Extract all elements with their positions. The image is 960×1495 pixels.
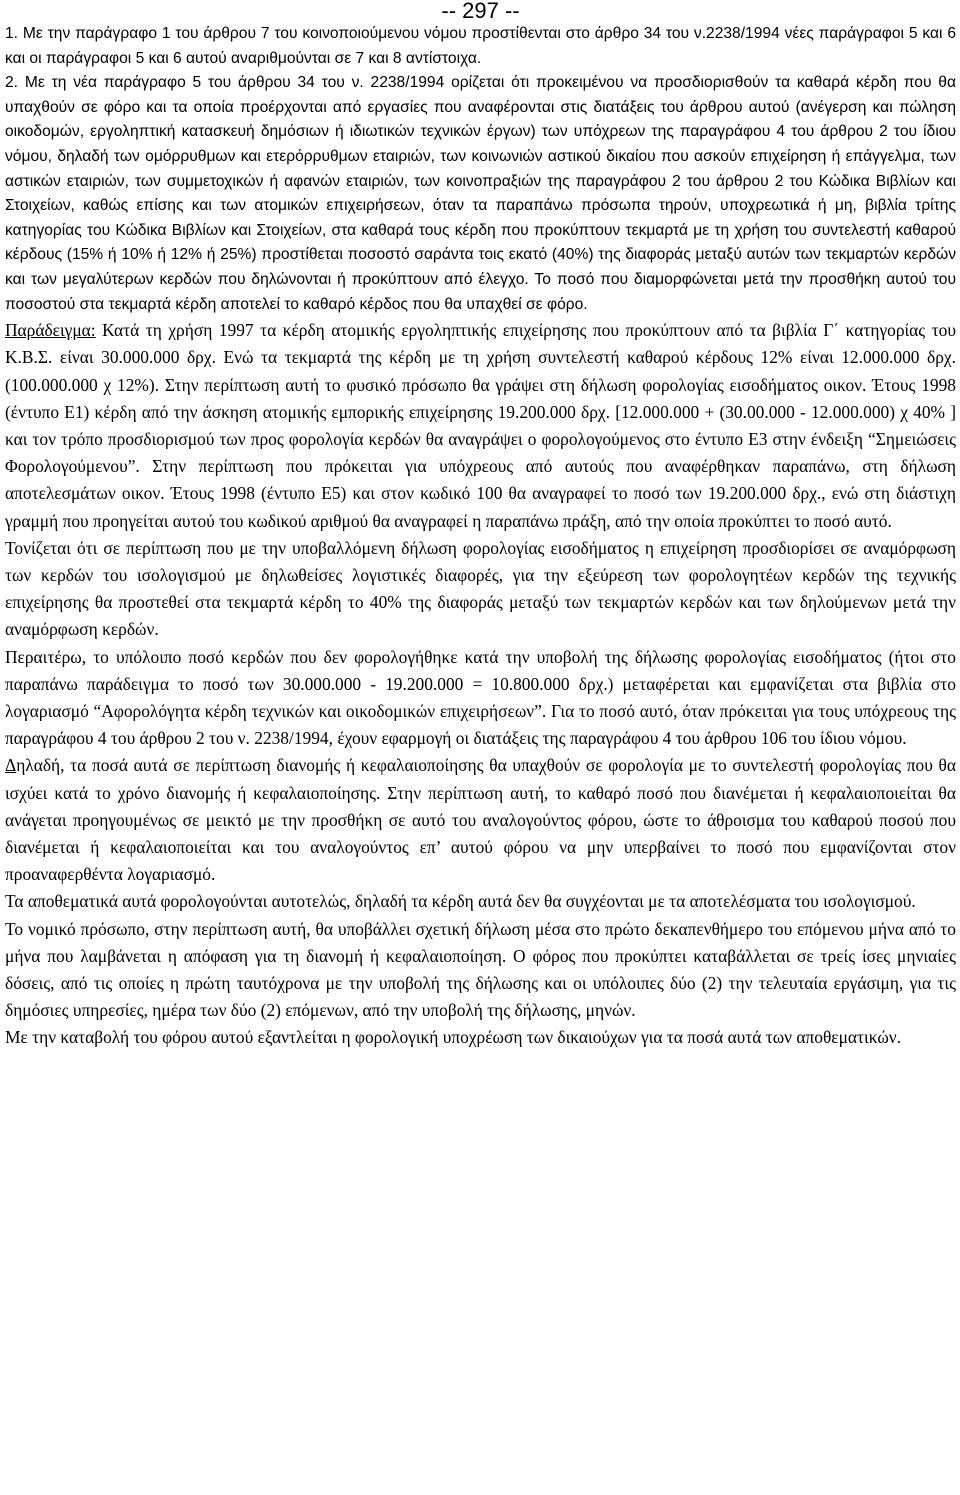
- example-paragraph: [5, 317, 956, 535]
- paragraph-emphasis-text: Τονίζεται ότι σε περίπτωση που με την υποβαλλόμενη δήλωση φορολογίας εισοδήματος η επιχείρηση προσδιορίσει σε αναμόρφωση των κερδών του ισολογισμού με δηλωθείσες λογιστικές διαφορές, για την εξεύρεση των φορολογητέων κερδών της τεχνικής επιχείρησης θα προστεθεί στα τεκμαρτά κέρδη το 40% της διαφοράς μεταξύ των τεκμαρτών κερδών και των δηλούμενων μετά την αναμόρφωση κερδών.: [5, 537, 956, 640]
- paragraph-legal-entity: [5, 916, 956, 1025]
- paragraph-further-text: Περαιτέρω, το υπόλοιπο ποσό κερδών που δεν φορολογήθηκε κατά την υποβολή της δήλωσης φορολογίας εισοδήματος (ήτοι στο παραπάνω παράδειγμα το ποσό των 30.000.000 - 19.200.000 = 10.800.000 δρχ.) μεταφέρεται και εμφανίζεται στα βιβλία στο λογαριασμό “Αφορολόγητα κέρδη τεχνικών και οικοδομικών επιχειρήσεων”. Για το ποσό αυτό, όταν πρόκειται για τους υπόχρεους της παραγράφου 4 του άρθρου 2 του ν. 2238/1994, έχουν εφαρμογή οι διατάξεις της παραγράφου 4 του άρθρου 106 του ίδιου νόμου.: [5, 646, 956, 749]
- paragraph-reserves: [5, 888, 956, 915]
- paragraph-emphasis: [5, 535, 956, 644]
- paragraph-final-text: Με την καταβολή του φόρου αυτού εξαντλείται η φορολογική υποχρέωση των δικαιούχων για τα ποσά αυτά των αποθεματικών.: [5, 1027, 901, 1048]
- paragraph-reserves-text: Τα αποθεματικά αυτά φορολογούνται αυτοτελώς, δηλαδή τα κέρδη αυτά δεν θα συγχέονται με τα αποτελέσματα του ισολογισμού.: [5, 891, 916, 912]
- paragraph-2: [5, 71, 956, 317]
- paragraph-further: [5, 644, 956, 753]
- example-label: Παράδειγμα:: [5, 320, 96, 341]
- paragraph-1: [5, 22, 956, 71]
- example-text: Κατά τη χρήση 1997 τα κέρδη ατομικής εργοληπτικής επιχείρησης που προκύπτουν από τα βιβλία Γ΄ κατηγορίας του Κ.Β.Σ. είναι 30.000.000 δρχ. Ενώ τα τεκμαρτά της κέρδη με τη χρήση συντελεστή καθαρού κέρδους 12% είναι 12.000.000 δρχ. (100.000.000 χ 12%). Στην περίπτωση αυτή το φυσικό πρόσωπο θα γράψει στη δήλωση φορολογίας εισοδήματος οικον. Έτους 1998 (έντυπο Ε1) κέρδη από την άσκηση ατομικής εμπορικής επιχείρησης 19.200.000 δρχ. [12.000.000 + (30.00.000 - 12.000.000) χ 40% ] και τον τρόπο προσδιορισμού των προς φορολογία κερδών θα αναγράψει ο φορολογούμενος στο έντυπο Ε3 στην ένδειξη “Σημειώσεις Φορολογούμενου”. Στην περίπτωση που πρόκειται για υπόχρεους από αυτούς που αναφέρθηκαν παραπάνω, στη δήλωση αποτελεσμάτων οικον. Έτους 1998 (έντυπο Ε5) και στον κωδικό 100 θα αναγραφεί το ποσό των 19.200.000 δρχ., ενώ στη διάστιχη γραμμή που προηγείται αυτού του κωδικού αριθμού θα αναγραφεί η παραπάνω πράξη, από την οποία προκύπτει το ποσό αυτό.: [5, 320, 956, 531]
- paragraph-final: [5, 1024, 956, 1051]
- page-number: -- 297 --: [441, 0, 520, 23]
- paragraph-1-text: 1. Με την παράγραφο 1 του άρθρου 7 του κοινοποιούμενου νόμου προστίθενται στο άρθρο 34 του ν.2238/1994 νέες παράγραφοι 5 και 6 και οι παράγραφοι 5 και 6 αυτού αναριθμούνται σε 7 και 8 αντίστοιχα.: [5, 25, 956, 67]
- paragraph-namely-initial: Δ: [5, 755, 17, 776]
- paragraph-2-text: 2. Με τη νέα παράγραφο 5 του άρθρου 34 του ν. 2238/1994 ορίζεται ότι προκειμένου να προσδιορισθούν τα καθαρά κέρδη που θα υπαχθούν σε φόρο και τα οποία προέρχονται από εργασίες που αναφέρονται στις διατάξεις του άρθρου αυτού (ανέγερση και πώληση οικοδομών, εργοληπτική κατασκευή δημόσιων ή ιδιωτικών τεχνικών έργων) των υπόχρεων της παραγράφου 4 του άρθρου 2 του ίδιου νόμου, δηλαδή των ομόρρυθμων και ετερόρρυθμων εταιριών, των κοινωνιών αστικού δικαίου που ασκούν επιχείρηση ή επάγγελμα, των αστικών εταιριών, των συμμετοχικών ή αφανών εταιριών, των κοινοπραξιών της παραγράφου 2 του άρθρου 2 του Κώδικα Βιβλίων και Στοιχείων, καθώς επίσης και των ατομικών επιχειρήσεων, όταν τα παραπάνω πρόσωπα τηρούν, υποχρεωτικά ή μη, βιβλία τρίτης κατηγορίας του Κώδικα Βιβλίων και Στοιχείων, στα καθαρά τους κέρδη που προκύπτουν τεκμαρτά με τη χρήση του συντελεστή καθαρού κέρδους (15% ή 10% ή 12% ή 25%) προστίθεται ποσοστό σαράντα τοις εκατό (40%) της διαφοράς μεταξύ αυτών των τεκμαρτών κερδών και των μεγαλύτερων κερδών που δηλώνονται ή προκύπτουν από έλεγχο. Το ποσό που διαμορφώνεται μετά την προσθήκη αυτού του ποσοστού στα τεκμαρτά κέρδη αποτελεί το καθαρό κέρδος που θα υπαχθεί σε φόρο.: [5, 74, 956, 313]
- paragraph-legal-entity-text: Το νομικό πρόσωπο, στην περίπτωση αυτή, θα υποβάλλει σχετική δήλωση μέσα στο πρώτο δεκαπενθήμερο του επόμενου μήνα από το μήνα που λαμβάνεται η απόφαση για τη διανομή ή κεφαλαιοποίηση. Ο φόρος που προκύπτει καταβάλλεται σε τρείς ίσες μηνιαίες δόσεις, από τις οποίες η πρώτη ταυτόχρονα με την υποβολή της δήλωσης και οι υπόλοιπες δύο (2) την τελευταία εργάσιμη, για τις δημόσιες υπηρεσίες, ημέρα των δύο (2) επόμενων, από την υποβολή της δήλωσης, μηνών.: [5, 918, 956, 1021]
- paragraph-namely: [5, 752, 956, 888]
- paragraph-namely-text: ηλαδή, τα ποσά αυτά σε περίπτωση διανομής ή κεφαλαιοποίησης θα υπαχθούν σε φορολογία με το συντελεστή φορολογίας που θα ισχύει κατά το χρόνο διανομής ή κεφαλαιοποίησης. Στην περίπτωση αυτή, το καθαρό ποσό που διανέμεται ή κεφαλαιοποιείται θα ανάγεται προηγουμένως σε μεικτό με την προσθήκη σε αυτό του αναλογούντος φόρου, ώστε το άθροισμα του καθαρού ποσού που διανέμεται ή κεφαλαιοποιείται και του αναλογούντος επ’ αυτού φόρου να μην υπερβαίνει το ποσό που εμφανίζονται στον προαναφερθέντα λογαριασμό.: [5, 755, 956, 885]
